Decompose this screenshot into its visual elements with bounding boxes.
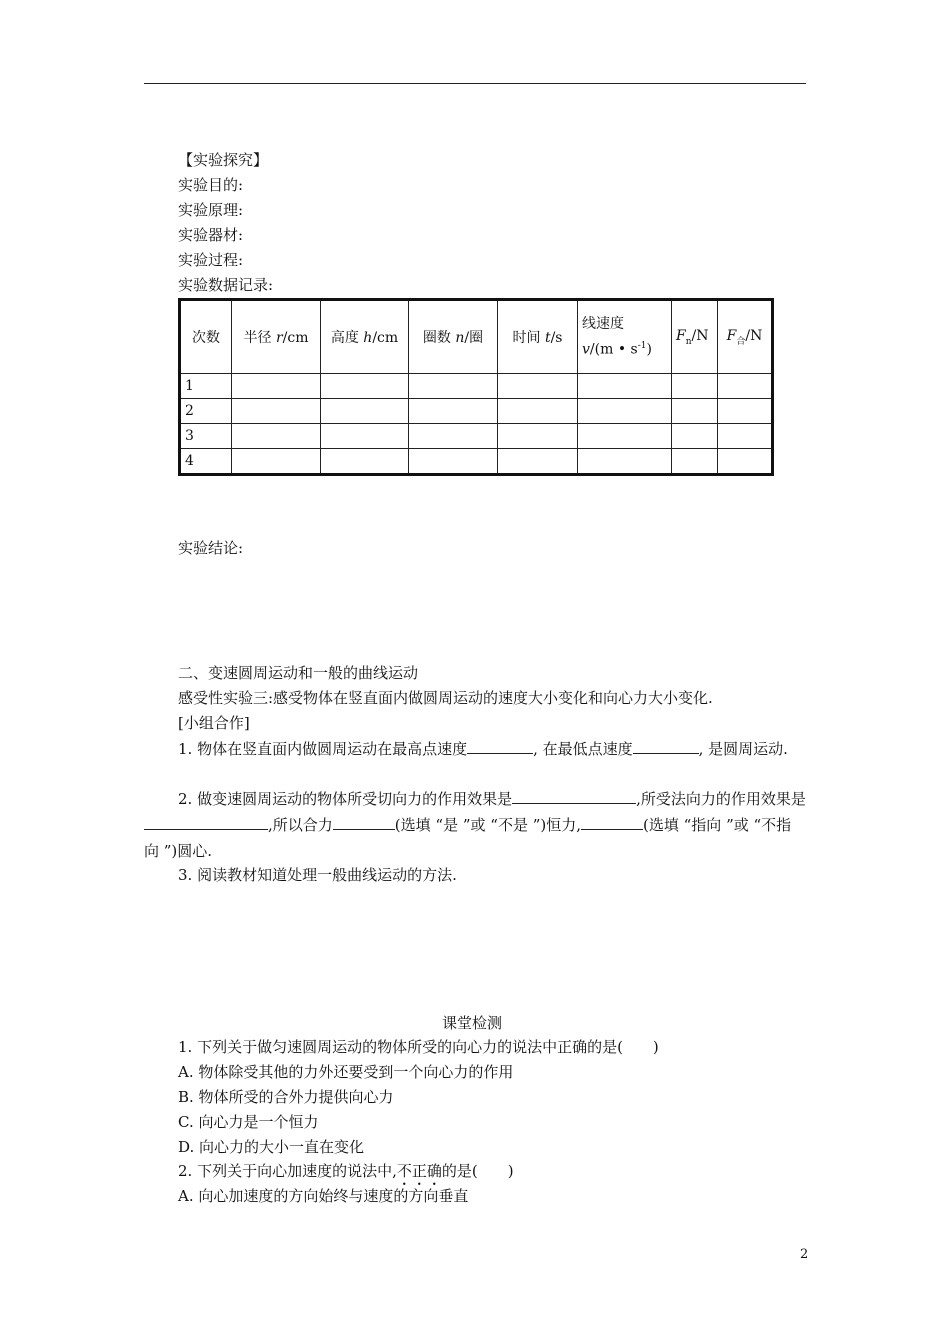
header-fn: $F_n/N$ <box>672 300 718 374</box>
header-time: 时间 t/s <box>498 300 578 374</box>
experiment-principle-label: 实验原理: <box>178 201 244 219</box>
section-two-heading: 二、变速圆周运动和一般的曲线运动 <box>178 664 419 682</box>
table-header-row <box>180 300 773 374</box>
question-1: 1. 物体在竖直面内做圆周运动在最高点速度 , 在最低点速度 , 是圆周运动. <box>144 736 806 762</box>
experiment-equipment-label: 实验器材: <box>178 226 244 244</box>
answer-blank[interactable] <box>467 737 533 754</box>
page-number: 2 <box>800 1247 809 1262</box>
header-fsum: $F_合/N$ <box>718 300 773 374</box>
table-row: 4 <box>180 449 773 475</box>
question-2: 2. 做变速圆周运动的物体所受切向力的作用效果是 ,所受法向力的作用效果是,所以合力 (选填 “是 ”或 “不是 ”)恒力, (选填 “指向 ”或 “不指向 ”)圆心. <box>144 786 806 864</box>
quiz-title: 课堂检测 <box>442 1014 503 1032</box>
answer-blank[interactable] <box>512 787 636 804</box>
header-height: 高度 h/cm <box>321 300 409 374</box>
data-table <box>178 298 774 476</box>
quiz-question-1: 1. 下列关于做匀速圆周运动的物体所受的向心力的说法中正确的是( ) <box>178 1038 659 1056</box>
quiz-q2-option-a[interactable]: A. 向心加速度的方向始终与速度的方向垂直 <box>178 1187 469 1205</box>
experiment-heading: 【实验探究】 <box>178 151 269 169</box>
table-row: 2 <box>180 399 773 424</box>
answer-blank[interactable] <box>633 737 699 754</box>
header-speed: 线速度 v/(m • $s^{-1}$) <box>578 300 672 374</box>
header-turns: 圈数 n/圈 <box>409 300 498 374</box>
header-rule <box>144 83 806 84</box>
experiment-data-record-label: 实验数据记录: <box>178 276 274 294</box>
answer-blank[interactable] <box>144 813 268 830</box>
experiment-three-text: 感受性实验三:感受物体在竖直面内做圆周运动的速度大小变化和向心力大小变化. <box>178 689 713 707</box>
emphasized-text: 不正确 <box>396 1162 442 1180</box>
experiment-purpose-label: 实验目的: <box>178 176 244 194</box>
quiz-q1-option-c[interactable]: C. 向心力是一个恒力 <box>178 1113 319 1131</box>
question-3: 3. 阅读教材知道处理一般曲线运动的方法. <box>178 866 457 884</box>
answer-blank[interactable] <box>581 813 643 830</box>
table-row: 1 <box>180 374 773 399</box>
answer-blank[interactable] <box>333 813 395 830</box>
experiment-conclusion-label: 实验结论: <box>178 539 244 557</box>
header-count: 次数 <box>180 300 232 374</box>
group-work-label: [小组合作] <box>178 714 250 732</box>
quiz-question-2: 2. 下列关于向心加速度的说法中,不正确的是( ) <box>178 1162 514 1180</box>
quiz-q1-option-a[interactable]: A. 物体除受其他的力外还要受到一个向心力的作用 <box>178 1063 514 1081</box>
quiz-q1-option-b[interactable]: B. 物体所受的合外力提供向心力 <box>178 1088 394 1106</box>
header-radius: 半径 r/cm <box>232 300 321 374</box>
table-row: 3 <box>180 424 773 449</box>
experiment-process-label: 实验过程: <box>178 251 244 269</box>
quiz-q1-option-d[interactable]: D. 向心力的大小一直在变化 <box>178 1138 365 1156</box>
